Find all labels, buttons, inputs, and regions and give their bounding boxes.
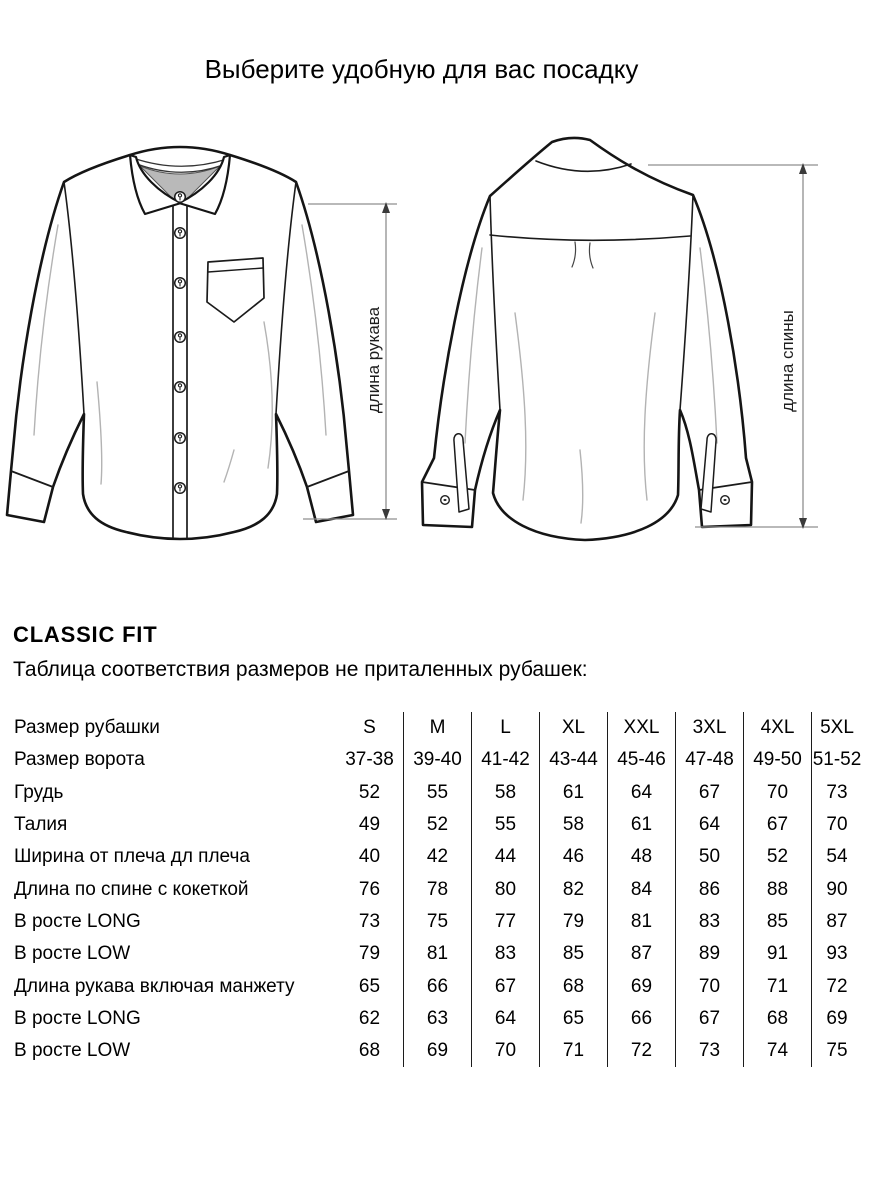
cell-value: 39-40 <box>404 744 472 776</box>
cell-value: 87 <box>608 938 676 970</box>
sleeve-length-label: длина рукава <box>364 306 383 414</box>
cell-value: 71 <box>540 1035 608 1067</box>
cell-value: 58 <box>540 809 608 841</box>
cell-value: 40 <box>358 846 381 868</box>
cell-value: 78 <box>404 873 472 905</box>
cell-value: 72 <box>812 970 863 1002</box>
row-label: Размер ворота <box>14 749 145 771</box>
cell-value: 89 <box>676 938 744 970</box>
cell-value: 71 <box>744 970 812 1002</box>
cell-value: 49 <box>358 814 381 836</box>
table-caption: Таблица соответствия размеров не приталенных рубашек: <box>13 658 588 681</box>
cell-value: 70 <box>472 1035 540 1067</box>
table-row <box>14 873 862 905</box>
cell-value: 52 <box>404 809 472 841</box>
cell-value: 69 <box>812 1003 863 1035</box>
cell-value: 70 <box>812 809 863 841</box>
cell-value: 50 <box>676 841 744 873</box>
cell-value: 55 <box>472 809 540 841</box>
cell-value: 72 <box>608 1035 676 1067</box>
table-row <box>14 712 862 744</box>
shirt-front-drawing <box>0 130 420 570</box>
page-title: Выберите удобную для вас посадку <box>204 54 639 84</box>
cell-value: 68 <box>540 970 608 1002</box>
cell-value: 75 <box>812 1035 863 1067</box>
row-label: Размер рубашки <box>14 717 160 739</box>
cell-value: 47-48 <box>676 744 744 776</box>
cell-value: 51-52 <box>812 744 863 776</box>
classic-fit-heading: CLASSIC FIT <box>13 622 158 647</box>
cell-value: 66 <box>608 1003 676 1035</box>
cell-value: 74 <box>744 1035 812 1067</box>
cell-value: 93 <box>812 938 863 970</box>
cell-value: 70 <box>676 970 744 1002</box>
cell-value: 41-42 <box>472 744 540 776</box>
cell-value: 87 <box>812 906 863 938</box>
cell-value: 84 <box>608 873 676 905</box>
cell-value: 63 <box>404 1003 472 1035</box>
cell-value: 66 <box>404 970 472 1002</box>
cell-value: 46 <box>540 841 608 873</box>
size-table <box>14 712 862 1067</box>
cell-value: 70 <box>744 777 812 809</box>
cell-value: 3XL <box>676 712 744 744</box>
cell-value: 52 <box>744 841 812 873</box>
cell-value: 67 <box>744 809 812 841</box>
row-label: В росте LOW <box>14 1040 131 1062</box>
cell-value: 61 <box>540 777 608 809</box>
cell-value: 73 <box>676 1035 744 1067</box>
cell-value: 64 <box>676 809 744 841</box>
table-row <box>14 938 862 970</box>
row-label: В росте LONG <box>14 910 141 932</box>
table-row <box>14 744 862 776</box>
table-row <box>14 1003 862 1035</box>
cell-value: 79 <box>540 906 608 938</box>
cell-value: 42 <box>404 841 472 873</box>
row-label: Талия <box>14 814 68 836</box>
table-row <box>14 970 862 1002</box>
cell-value: 65 <box>358 975 381 997</box>
cell-value: 67 <box>472 970 540 1002</box>
cell-value: 88 <box>744 873 812 905</box>
cell-value: 68 <box>744 1003 812 1035</box>
row-label: Длина по спине с кокеткой <box>14 878 249 900</box>
cell-value: 68 <box>358 1040 381 1062</box>
cell-value: 64 <box>608 777 676 809</box>
cell-value: 52 <box>358 781 381 803</box>
cell-value: 5XL <box>812 712 863 744</box>
cell-value: 67 <box>676 1003 744 1035</box>
cell-value: 82 <box>540 873 608 905</box>
cell-value: 76 <box>358 878 381 900</box>
row-label: В росте LONG <box>14 1007 141 1029</box>
arrow-down-icon <box>382 509 390 520</box>
cell-value: 44 <box>472 841 540 873</box>
back-length-label: длина спины <box>778 310 797 412</box>
row-label: В росте LOW <box>14 943 131 965</box>
cell-value: 86 <box>676 873 744 905</box>
cell-value: 69 <box>404 1035 472 1067</box>
cell-value: 90 <box>812 873 863 905</box>
table-row <box>14 809 862 841</box>
cell-value: 37-38 <box>345 749 394 771</box>
cell-value: 81 <box>404 938 472 970</box>
cell-value: 65 <box>540 1003 608 1035</box>
cell-value: 85 <box>744 906 812 938</box>
cell-value: 54 <box>812 841 863 873</box>
cell-value: 4XL <box>744 712 812 744</box>
cell-value: 80 <box>472 873 540 905</box>
cell-value: XL <box>540 712 608 744</box>
cell-value: 62 <box>358 1007 381 1029</box>
cell-value: L <box>472 712 540 744</box>
cell-value: S <box>363 717 376 739</box>
cell-value: 58 <box>472 777 540 809</box>
cell-value: 85 <box>540 938 608 970</box>
cell-value: XXL <box>608 712 676 744</box>
cell-value: 49-50 <box>744 744 812 776</box>
table-row <box>14 906 862 938</box>
cell-value: 55 <box>404 777 472 809</box>
row-label: Ширина от плеча дл плеча <box>14 846 250 868</box>
cell-value: 48 <box>608 841 676 873</box>
cell-value: 73 <box>812 777 863 809</box>
cell-value: M <box>404 712 472 744</box>
size-table-body <box>14 712 862 1067</box>
cell-value: 43-44 <box>540 744 608 776</box>
shirt-back-drawing <box>400 128 830 568</box>
cell-value: 45-46 <box>608 744 676 776</box>
row-label: Длина рукава включая манжету <box>14 975 295 997</box>
cell-value: 77 <box>472 906 540 938</box>
table-row <box>14 1035 862 1067</box>
cell-value: 83 <box>676 906 744 938</box>
cell-value: 75 <box>404 906 472 938</box>
cell-value: 83 <box>472 938 540 970</box>
cell-value: 61 <box>608 809 676 841</box>
cell-value: 79 <box>358 943 381 965</box>
cell-value: 64 <box>472 1003 540 1035</box>
table-row <box>14 841 862 873</box>
cell-value: 81 <box>608 906 676 938</box>
cell-value: 69 <box>608 970 676 1002</box>
cell-value: 73 <box>358 910 381 932</box>
cell-value: 91 <box>744 938 812 970</box>
cell-value: 67 <box>676 777 744 809</box>
table-row <box>14 777 862 809</box>
row-label: Грудь <box>14 781 64 803</box>
